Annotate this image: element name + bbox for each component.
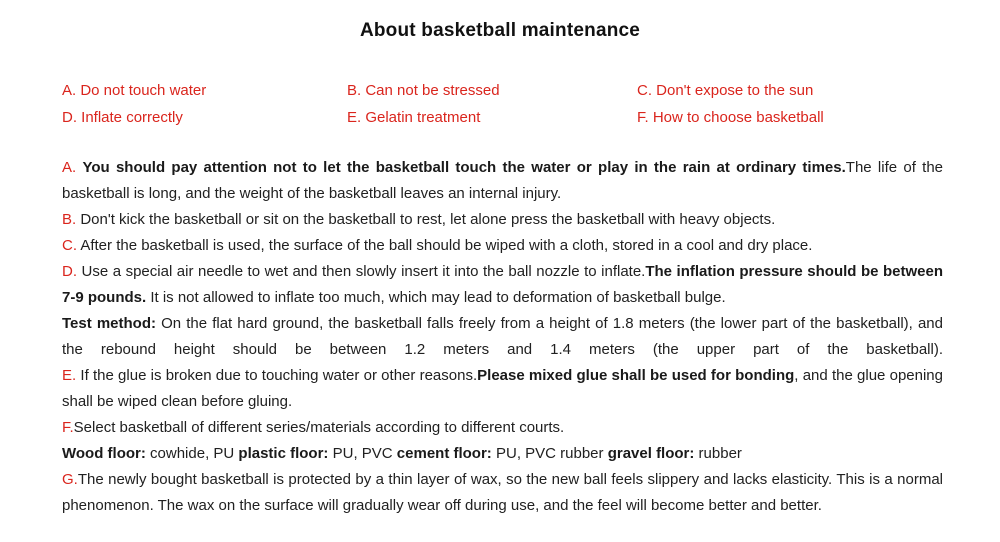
text-segment-red: F.: [62, 419, 74, 436]
index-item-c: C. Don't expose to the sun: [637, 82, 814, 99]
index-item-d: D. Inflate correctly: [62, 109, 183, 126]
text-segment-normal: After the basketball is used, the surface of the ball should be wiped with a cloth, stored in a cool and dry place.: [80, 237, 813, 254]
text-segment-normal: On the flat hard ground, the basketball falls freely from a height of 1.8 meters (the lower part of the basketball), and the rebound height should be between 1.2 meters and 1.4 meters (the upper part of the basketball).: [62, 315, 943, 358]
paragraph-a: [62, 155, 943, 207]
index-list: [62, 80, 943, 134]
text-segment-normal: cowhide, PU: [145, 445, 239, 462]
paragraph-test-method: [62, 311, 943, 363]
text-segment-normal: The life of the basketball is long, and the weight of the basketball leaves an internal injury.: [62, 159, 944, 202]
paragraph-f: [62, 415, 943, 441]
text-segment-bold: The inflation pressure should be between 7-9 pounds.: [62, 263, 944, 306]
paragraph-floors: [62, 441, 943, 467]
index-item-f: F. How to choose basketball: [637, 109, 824, 126]
text-segment-normal: It is not allowed to inflate too much, which may lead to deformation of basketball bulge.: [146, 289, 726, 306]
paragraph-d: [62, 259, 943, 311]
text-segment-bold: Wood floor:: [62, 445, 146, 462]
text-segment-red: B.: [62, 211, 81, 228]
text-segment-normal: The newly bought basketball is protected by a thin layer of wax, so the new ball feels slippery and lacks elasticity. This is a normal phenomenon. The wax on the surface will gradually wear off during use, and the feel will become better and better.: [62, 471, 943, 514]
text-segment-bold: gravel floor:: [607, 445, 695, 462]
text-segment-bold: plastic floor:: [238, 445, 329, 462]
paragraph-c: [62, 233, 943, 259]
paragraph-e: [62, 363, 943, 415]
text-segment-normal: Select basketball of different series/materials according to different courts.: [73, 419, 565, 436]
index-item-e: E. Gelatin treatment: [347, 109, 481, 126]
paragraph-b: [62, 207, 943, 233]
text-segment-red: D.: [62, 263, 82, 280]
page-title: About basketball maintenance: [359, 20, 641, 41]
text-segment-bold: Please mixed glue shall be used for bonding: [477, 367, 795, 384]
index-item-a: A. Do not touch water: [62, 82, 207, 99]
text-segment-bold: Test method:: [62, 315, 156, 332]
text-segment-normal: , and the glue opening shall be wiped clean before gluing.: [62, 367, 943, 410]
text-segment-normal: rubber: [694, 445, 742, 462]
text-segment-normal: If the glue is broken due to touching water or other reasons.: [80, 367, 478, 384]
text-segment-red: C.: [62, 237, 81, 254]
text-segment-red: G.: [62, 471, 78, 488]
text-segment-normal: PU, PVC rubber: [491, 445, 608, 462]
text-segment-bold: You should pay attention not to let the basketball touch the water or play in the rain at ordinary times.: [82, 159, 846, 176]
text-segment-normal: Don't kick the basketball or sit on the basketball to rest, let alone press the basketball with heavy objects.: [80, 211, 776, 228]
text-segment-normal: Use a special air needle to wet and then slowly insert it into the ball nozzle to inflate.: [81, 263, 646, 280]
text-segment-normal: PU, PVC: [328, 445, 397, 462]
text-segment-red: A.: [62, 159, 83, 176]
index-item-b: B. Can not be stressed: [347, 82, 500, 99]
body-text: [62, 155, 943, 519]
text-segment-red: E.: [62, 367, 81, 384]
text-segment-bold: cement floor:: [396, 445, 492, 462]
paragraph-g: [62, 467, 943, 519]
